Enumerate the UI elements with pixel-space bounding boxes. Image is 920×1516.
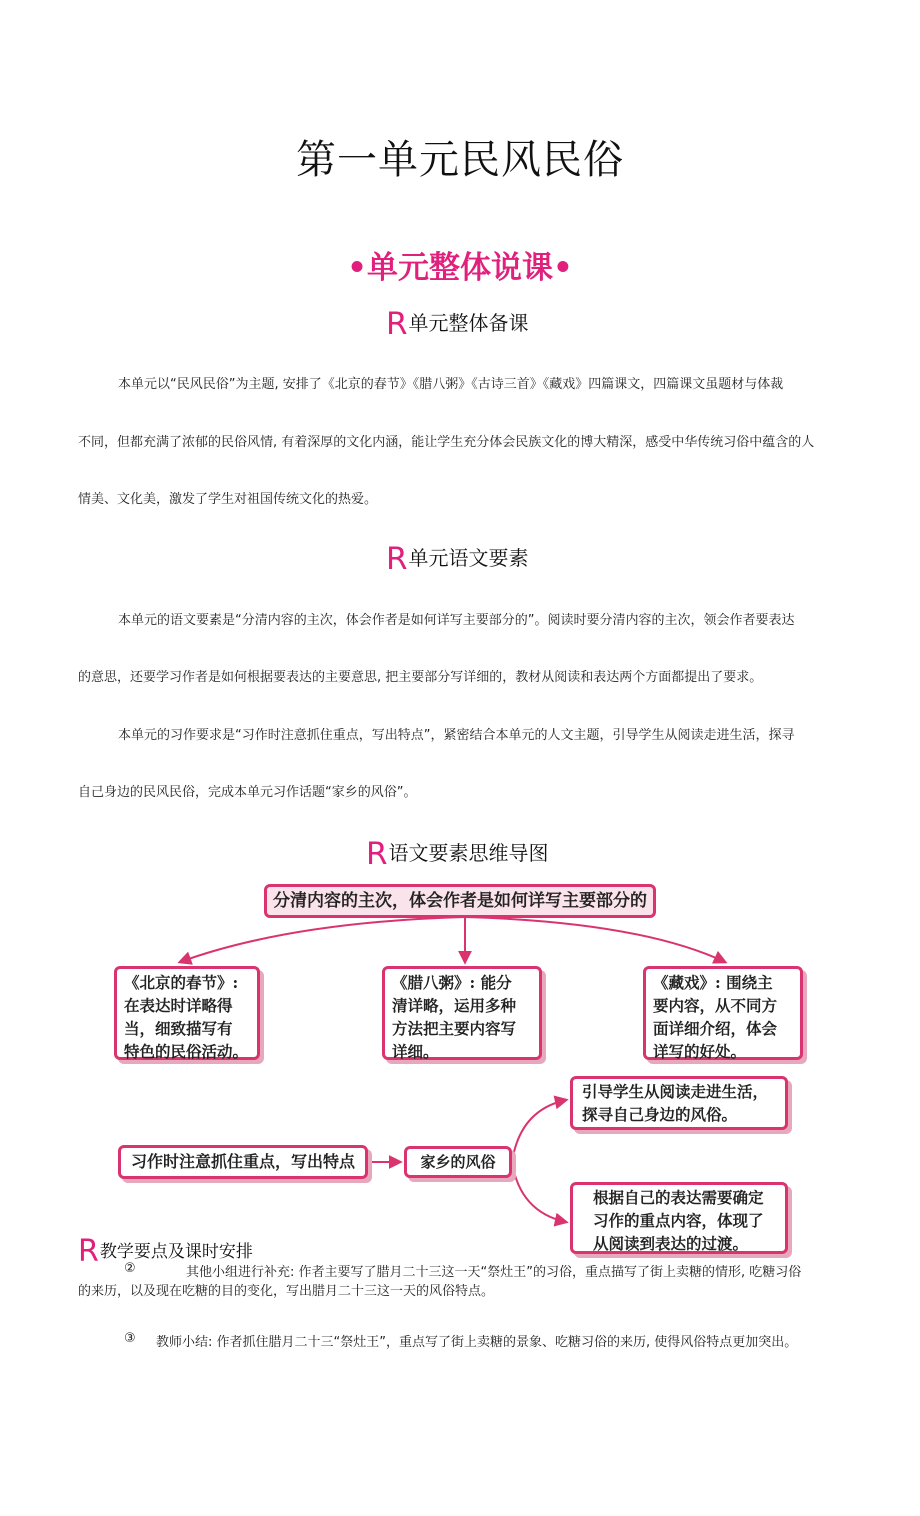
mindmap-box-beijing: [114, 966, 260, 1060]
mindmap-topic-box: [404, 1146, 512, 1178]
arrow-to-lower-box: [512, 1162, 566, 1222]
arrow-to-upper-box: [512, 1100, 566, 1162]
mindmap-upper-box: [570, 1076, 788, 1130]
paragraph-line: 自己身边的民风民俗，完成本单元习作话题“家乡的风俗”。: [78, 785, 417, 800]
mindmap-writing-text: 习作时注意抓住重点，写出特点: [130, 1152, 355, 1171]
section-heading-text: 单元语文要素: [408, 546, 529, 570]
mindmap-line: 《藏戏》: 围绕主: [653, 973, 773, 992]
arrow-to-left-box: [180, 917, 465, 962]
mindmap-line: 清详略，运用多种: [392, 996, 517, 1015]
section-heading-text: 教学要点及课时安排: [99, 1242, 253, 1262]
mindmap-top-box: [264, 884, 656, 918]
mindmap-line: 面详细介绍，体会: [653, 1019, 778, 1038]
mindmap-line: 《腊八粥》: 能分: [392, 973, 512, 992]
mindmap-line: 引导学生从阅读走进生活，: [582, 1082, 769, 1101]
mindmap-line: 方法把主要内容写: [392, 1019, 517, 1038]
paragraph-line: 情美、文化美，激发了学生对祖国传统文化的热爱。: [78, 492, 378, 507]
mindmap-line: 当，细致描写有: [124, 1019, 233, 1038]
paragraph-line: 本单元的语文要素是“分清内容的主次，体会作者是如何详写主要部分的”。阅读时要分清内容的主次，领会作者要表达: [118, 613, 795, 628]
mindmap-topic-text: 家乡的风俗: [420, 1153, 496, 1171]
paragraph-line: 本单元以“民风民俗”为主题, 安排了《北京的春节》《腊八粥》《古诗三首》《藏戏》四篇课文，四篇课文虽题材与体裁: [118, 377, 784, 392]
note-line: 的来历，以及现在吃糖的目的变化，写出腊月二十三这一天的风俗特点。: [78, 1284, 495, 1299]
mindmap-line: 在表达时详略得: [124, 996, 233, 1015]
note-line: 教师小结: 作者抓住腊月二十三“祭灶王”，重点写了街上卖糖的景象、吃糖习俗的来历, 使得风俗特点更加突出。: [156, 1335, 798, 1350]
mindmap-line: 探寻自己身边的风俗。: [582, 1105, 738, 1124]
mindmap-line: 详细。: [392, 1042, 439, 1061]
mindmap-box-labazhou: [382, 966, 542, 1060]
mindmap-line: 《北京的春节》:: [124, 973, 239, 992]
section-heading-text: 单元整体备课: [408, 311, 529, 335]
mindmap-lower-box: [570, 1182, 788, 1254]
paragraph-line: 的意思，还要学习作者是如何根据要表达的主要意思, 把主要部分写详细的，教材从阅读和表达两个方面都提出了要求。: [78, 670, 763, 685]
page-subtitle: •单元整体说课•: [347, 250, 573, 286]
section-heading-text: 语文要素思维导图: [388, 841, 549, 865]
paragraph-line: 本单元的习作要求是“习作时注意抓住重点，写出特点”，紧密结合本单元的人文主题，引导学生从阅读走进生活，探寻: [118, 728, 795, 743]
mindmap-line: 要内容，从不同方: [653, 996, 778, 1015]
section-marker-icon: R: [366, 836, 388, 872]
note-number: ③: [124, 1331, 136, 1346]
mindmap-line: 根据自己的表达需要确定: [593, 1188, 764, 1207]
note-number: ②: [124, 1261, 136, 1276]
mindmap-box-zangxi: [643, 966, 803, 1060]
note-line: 其他小组进行补充: 作者主要写了腊月二十三这一天“祭灶王”的习俗，重点描写了街上卖糖的情形, 吃糖习俗: [186, 1265, 802, 1280]
page-title: 第一单元民风民俗: [296, 137, 624, 183]
mindmap-writing-box: [118, 1145, 368, 1179]
paragraph-line: 不同，但都充满了浓郁的民俗风情, 有着深厚的文化内涵，能让学生充分体会民族文化的博大精深，感受中华传统习俗中蕴含的人: [78, 435, 815, 450]
mindmap-line: 从阅读到表达的过渡。: [593, 1234, 749, 1253]
mindmap-line: 习作的重点内容，体现了: [593, 1211, 764, 1230]
section-marker-icon: R: [386, 306, 408, 342]
section-marker-icon: R: [78, 1234, 99, 1269]
arrow-to-right-box: [465, 917, 725, 962]
mindmap-top-text: 分清内容的主次，体会作者是如何详写主要部分的: [273, 891, 647, 911]
mindmap-line: 详写的好处。: [653, 1042, 747, 1061]
mindmap-line: 特色的民俗活动。: [124, 1042, 249, 1061]
section-marker-icon: R: [386, 541, 408, 577]
